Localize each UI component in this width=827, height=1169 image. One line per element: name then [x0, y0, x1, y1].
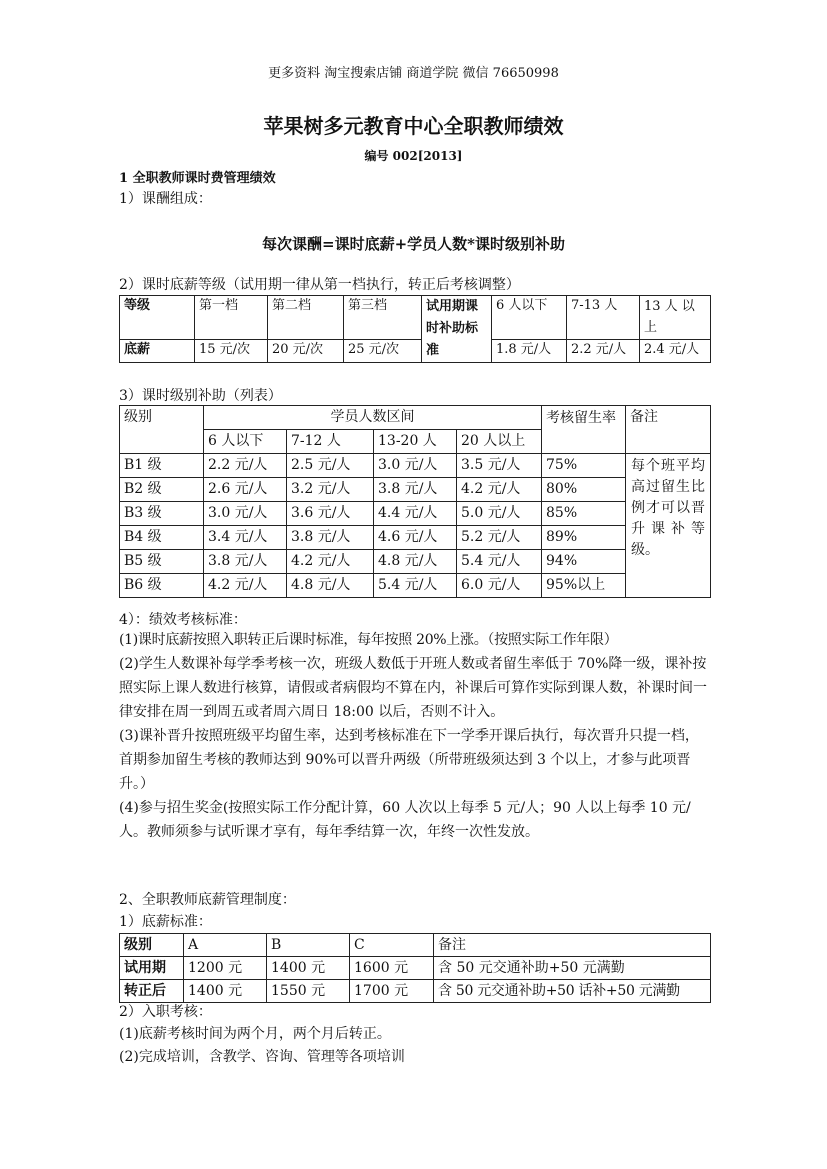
section2-item2: 2）入职考核：	[119, 1004, 212, 1020]
cell-tier-2: 第二档	[268, 296, 344, 340]
cell-value: 1400 元	[267, 957, 350, 980]
cell-value: 1400 元	[184, 980, 267, 1003]
header-range-3: 13-20 人	[374, 430, 457, 454]
cell-remark: 含 50 元交通补助+50 话补+50 元满勤	[434, 980, 711, 1003]
cell-subsidy-header-2: 7-13 人	[567, 296, 640, 340]
level-remark: 每个班平均高过留生比例才可以晋升课补等级。	[626, 454, 711, 598]
table-row	[120, 574, 711, 598]
cell-base-2: 20 元/次	[268, 340, 344, 363]
cell-subsidy-value-2: 2.2 元/人	[567, 340, 640, 363]
cell-value: 1550 元	[267, 980, 350, 1003]
cell-value: 4.8 元/人	[374, 550, 457, 574]
cell-value: 4.2 元/人	[204, 574, 287, 598]
header-level: 级别	[120, 406, 204, 454]
cell-level: 转正后	[120, 980, 184, 1003]
section1-item1: 1）课酬组成：	[119, 191, 212, 207]
header-remark: 备注	[626, 406, 711, 454]
cell-subsidy-value-3: 2.4 元/人	[640, 340, 711, 363]
header-remark: 备注	[434, 934, 711, 957]
cell-level: B3 级	[120, 502, 204, 526]
section1-item2: 2）课时底薪等级（试用期一律从第一档执行，转正后考核调整）	[119, 277, 520, 293]
cell-rate: 80%	[542, 478, 626, 502]
cell-level: B6 级	[120, 574, 204, 598]
cell-value: 5.0 元/人	[457, 502, 542, 526]
section1-heading: 1 全职教师课时费管理绩效	[119, 171, 276, 186]
cell-value: 3.8 元/人	[287, 526, 374, 550]
header-range-1: 6 人以下	[204, 430, 287, 454]
rule-paragraph: (2)学生人数课补每学季考核一次，班级人数低于开班人数或者留生率低于 70%降一级，课补按照实际上课人数进行核算，请假或者病假均不算在内，补课后可算作实际到课人数，补课时间一律安排在周一到周五或者周六周日 18:00 以后，否则不计入。	[119, 656, 707, 720]
cell-rate: 94%	[542, 550, 626, 574]
cell-value: 1700 元	[350, 980, 434, 1003]
cell-level: B5 级	[120, 550, 204, 574]
performance-rules	[119, 628, 711, 844]
cell-remark: 含 50 元交通补助+50 元满勤	[434, 957, 711, 980]
cell-rate: 75%	[542, 454, 626, 478]
table-row	[120, 478, 711, 502]
table-row	[120, 550, 711, 574]
header-a: A	[184, 934, 267, 957]
cell-value: 5.2 元/人	[457, 526, 542, 550]
cell-value: 5.4 元/人	[457, 550, 542, 574]
table-row	[120, 980, 711, 1003]
cell-value: 4.8 元/人	[287, 574, 374, 598]
cell-value: 2.5 元/人	[287, 454, 374, 478]
cell-value: 3.4 元/人	[204, 526, 287, 550]
header-level: 级别	[120, 934, 184, 957]
salary-formula: 每次课酬=课时底薪+学员人数*课时级别补助	[262, 235, 565, 253]
table-row	[120, 502, 711, 526]
cell-rate: 89%	[542, 526, 626, 550]
rule-paragraph: (3)课补晋升按照班级平均留生率，达到考核标准在下一学季开课后执行，每次晋升只提一档，首期参加留生考核的教师达到 90%可以晋升两级（所带班级须达到 3 个以上，才参与此项晋升。）	[119, 728, 699, 792]
header-range-2: 7-12 人	[287, 430, 374, 454]
base-salary-table	[119, 295, 711, 363]
table-row	[120, 957, 711, 980]
cell-value: 3.8 元/人	[374, 478, 457, 502]
section2-heading: 2、全职教师底薪管理制度：	[119, 892, 296, 908]
rule-paragraph: (1)课时底薪按照入职转正后课时标准，每年按照 20%上涨。（按照实际工作年限）	[119, 632, 618, 648]
cell-trial-subsidy-label: 试用期课时补助标准	[422, 296, 492, 363]
cell-base-1: 15 元/次	[195, 340, 268, 363]
cell-value: 6.0 元/人	[457, 574, 542, 598]
onboarding-rule: (1)底薪考核时间为两个月，两个月后转正。	[119, 1026, 391, 1042]
header-b: B	[267, 934, 350, 957]
cell-subsidy-header-1: 6 人以下	[492, 296, 567, 340]
header-student-range: 学员人数区间	[204, 406, 542, 430]
cell-value: 1200 元	[184, 957, 267, 980]
header-c: C	[350, 934, 434, 957]
onboarding-rule: (2)完成培训，含教学、咨询、管理等各项培训	[119, 1049, 405, 1065]
cell-level: B1 级	[120, 454, 204, 478]
cell-value: 5.4 元/人	[374, 574, 457, 598]
section2-item1: 1）底薪标准：	[119, 914, 212, 930]
cell-value: 3.6 元/人	[287, 502, 374, 526]
cell-value: 4.6 元/人	[374, 526, 457, 550]
cell-value: 2.2 元/人	[204, 454, 287, 478]
cell-value: 3.5 元/人	[457, 454, 542, 478]
level-subsidy-table	[119, 405, 711, 598]
cell-value: 3.2 元/人	[287, 478, 374, 502]
cell-subsidy-value-1: 1.8 元/人	[492, 340, 567, 363]
document-title: 苹果树多元教育中心全职教师绩效	[263, 114, 564, 138]
cell-value: 4.4 元/人	[374, 502, 457, 526]
cell-level: B2 级	[120, 478, 204, 502]
cell-rate: 85%	[542, 502, 626, 526]
cell-tier-1: 第一档	[195, 296, 268, 340]
rule-paragraph: (4)参与招生奖金(按照实际工作分配计算，60 人次以上每季 5 元/人；90 人以上每季 10 元/人。教师须参与试听课才享有，每年季结算一次，年终一次性发放。	[119, 800, 691, 840]
document-number: 编号 002[2013]	[364, 149, 463, 163]
cell-level: 试用期	[120, 957, 184, 980]
cell-tier-3: 第三档	[344, 296, 422, 340]
header-retention: 考核留生率	[542, 406, 626, 454]
cell-level: B4 级	[120, 526, 204, 550]
section1-item3: 3）课时级别补助（列表）	[119, 388, 282, 404]
cell-value: 3.8 元/人	[204, 550, 287, 574]
salary-standard-table	[119, 933, 711, 1003]
table-row	[120, 526, 711, 550]
page-header: 更多资料 淘宝搜索店铺 商道学院 微信 76650998	[268, 66, 559, 81]
cell-value: 3.0 元/人	[204, 502, 287, 526]
cell-subsidy-header-3: 13 人 以上	[640, 296, 711, 340]
table-row	[120, 454, 711, 478]
table-header-row	[120, 934, 711, 957]
cell-value: 3.0 元/人	[374, 454, 457, 478]
cell-base-3: 25 元/次	[344, 340, 422, 363]
cell-value: 4.2 元/人	[287, 550, 374, 574]
header-range-4: 20 人以上	[457, 430, 542, 454]
cell-value: 2.6 元/人	[204, 478, 287, 502]
cell-base-label: 底薪	[120, 340, 195, 363]
cell-value: 4.2 元/人	[457, 478, 542, 502]
cell-rate: 95%以上	[542, 574, 626, 598]
cell-level-label: 等级	[120, 296, 195, 340]
section1-item4: 4）：绩效考核标准：	[119, 612, 247, 628]
cell-value: 1600 元	[350, 957, 434, 980]
